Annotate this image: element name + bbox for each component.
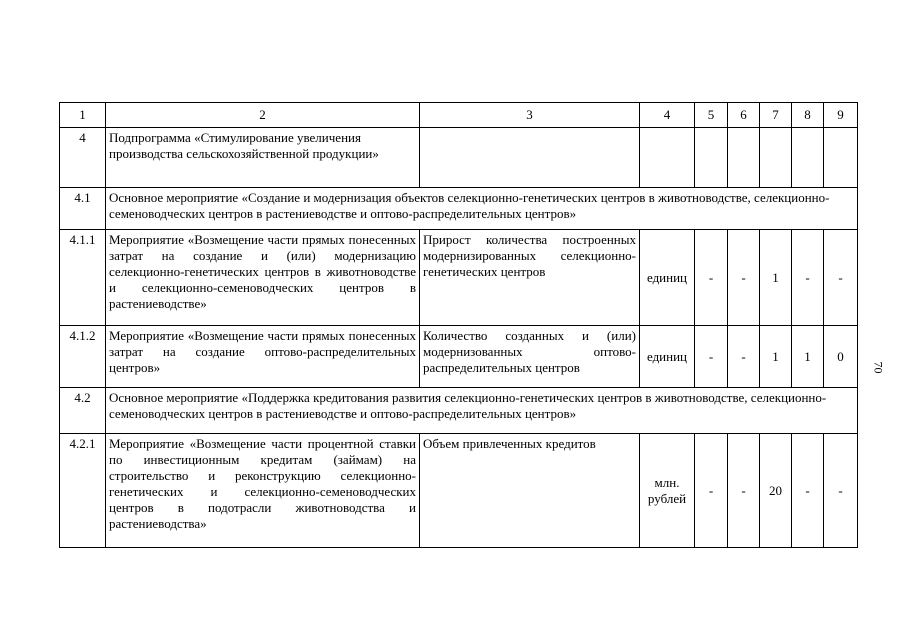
row-value: - <box>792 434 824 548</box>
row-unit: единиц <box>640 230 695 326</box>
header-cell: 3 <box>420 103 640 128</box>
row-number: 4.1.1 <box>60 230 106 326</box>
table-row <box>60 326 858 388</box>
row-unit <box>640 128 695 188</box>
row-value <box>760 128 792 188</box>
indicators-table <box>59 102 858 548</box>
header-cell: 5 <box>695 103 728 128</box>
row-value: 1 <box>792 326 824 388</box>
row-value: - <box>695 326 728 388</box>
row-number: 4 <box>60 128 106 188</box>
row-value: - <box>824 434 858 548</box>
row-value <box>695 128 728 188</box>
header-cell: 2 <box>106 103 420 128</box>
row-number: 4.1.2 <box>60 326 106 388</box>
row-indicator: Количество созданных и (или) модернизованных оптово-распределительных центров <box>420 326 640 388</box>
row-value: 1 <box>760 230 792 326</box>
row-main-activity: Основное мероприятие «Создание и модернизация объектов селекционно-генетических центров в животноводстве, селекционно-семеноводческих центров в растениеводстве и оптово-распределительных центров» <box>106 188 858 230</box>
row-value: - <box>824 230 858 326</box>
row-number: 4.2 <box>60 388 106 434</box>
table-row <box>60 128 858 188</box>
row-name: Мероприятие «Возмещение части прямых понесенных затрат на создание и (или) модернизацию селекционно-генетических центров в животноводстве и селекционно-семеноводческих центров в растениеводстве» <box>106 230 420 326</box>
row-value: - <box>728 326 760 388</box>
row-unit: единиц <box>640 326 695 388</box>
row-value: 20 <box>760 434 792 548</box>
row-value: - <box>695 230 728 326</box>
header-cell: 6 <box>728 103 760 128</box>
header-cell: 1 <box>60 103 106 128</box>
row-name: Мероприятие «Возмещение части процентной ставки по инвестиционным кредитам (займам) на строительство и реконструкцию селекционно-генетических и селекционно-семеноводческих центров в подотрасли животноводства и растениеводства» <box>106 434 420 548</box>
row-number: 4.2.1 <box>60 434 106 548</box>
page-number: 70 <box>871 361 886 374</box>
row-value <box>728 128 760 188</box>
table-row <box>60 388 858 434</box>
header-cell: 9 <box>824 103 858 128</box>
row-indicator: Объем привлеченных кредитов <box>420 434 640 548</box>
header-cell: 4 <box>640 103 695 128</box>
header-cell: 7 <box>760 103 792 128</box>
row-indicator <box>420 128 640 188</box>
table-row <box>60 230 858 326</box>
row-unit: млн. рублей <box>640 434 695 548</box>
row-main-activity: Основное мероприятие «Поддержка кредитования развития селекционно-генетических центров в животноводстве, селекционно-семеноводческих центров в растениеводстве и оптово-распределительных центров» <box>106 388 858 434</box>
row-value: - <box>695 434 728 548</box>
row-name: Подпрограмма «Стимулирование увеличения производства сельскохозяйственной продукции» <box>106 128 420 188</box>
header-cell: 8 <box>792 103 824 128</box>
row-value: - <box>792 230 824 326</box>
row-value: 0 <box>824 326 858 388</box>
table-row <box>60 434 858 548</box>
row-value <box>824 128 858 188</box>
row-indicator: Прирост количества построенных модернизированных селекционно-генетических центров <box>420 230 640 326</box>
row-value: - <box>728 434 760 548</box>
row-value: - <box>728 230 760 326</box>
header-row <box>60 103 858 128</box>
row-number: 4.1 <box>60 188 106 230</box>
row-value <box>792 128 824 188</box>
row-name: Мероприятие «Возмещение части прямых понесенных затрат на создание оптово-распределительных центров» <box>106 326 420 388</box>
row-value: 1 <box>760 326 792 388</box>
table-row <box>60 188 858 230</box>
